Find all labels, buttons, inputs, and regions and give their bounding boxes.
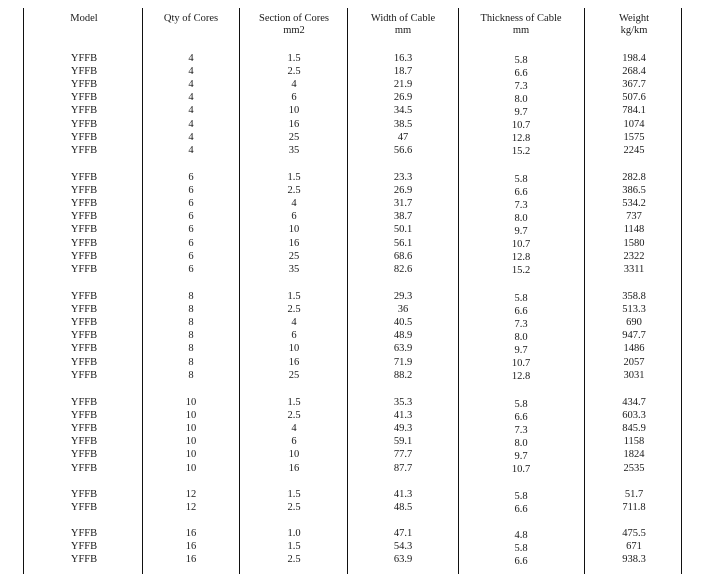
- cell-model: YFFB: [70, 489, 98, 500]
- cell-qty-of-cores: 4: [188, 131, 194, 143]
- cell-thickness-of-cable: 8.0: [514, 93, 528, 105]
- cell-model: YFFB: [70, 343, 98, 355]
- cell-thickness-of-cable: 10.7: [511, 120, 531, 131]
- cell-model: YFFB: [70, 397, 98, 408]
- cell-qty-of-cores: 8: [188, 304, 194, 316]
- cell-section-of-cores: 4: [291, 198, 297, 210]
- cell-width-of-cable: 23.3: [393, 172, 413, 183]
- cell-model: YFFB: [70, 330, 98, 342]
- cell-width-of-cable: 31.7: [393, 198, 413, 210]
- cell-weight: 475.5: [622, 528, 646, 539]
- cell-section-of-cores: 16: [288, 237, 300, 249]
- cell-model: YFFB: [70, 118, 98, 130]
- cell-model: YFFB: [70, 131, 98, 143]
- cell-model: YFFB: [70, 237, 98, 249]
- cell-thickness-of-cable: 5.8: [514, 490, 528, 502]
- cell-qty-of-cores: 4: [188, 53, 194, 64]
- cell-section-of-cores: 2.5: [287, 554, 301, 566]
- cell-qty-of-cores: 4: [188, 66, 194, 78]
- cell-thickness-of-cable: 15.2: [511, 146, 531, 158]
- cell-thickness-of-cable: 8.0: [514, 437, 528, 449]
- cell-section-of-cores: 6: [291, 211, 297, 223]
- cell-qty-of-cores: 6: [188, 172, 194, 183]
- cell-width-of-cable: 40.5: [393, 317, 413, 329]
- cell-width-of-cable: 68.6: [393, 250, 413, 262]
- cell-width-of-cable: 56.6: [393, 144, 413, 156]
- cell-model: YFFB: [70, 144, 98, 156]
- cell-width-of-cable: 41.3: [393, 410, 413, 422]
- header-weight: [588, 13, 680, 37]
- cell-thickness-of-cable: 6.6: [514, 186, 528, 198]
- cell-qty-of-cores: 8: [188, 317, 194, 329]
- cell-thickness-of-cable: 6.6: [514, 67, 528, 79]
- cell-qty-of-cores: 8: [188, 330, 194, 342]
- cell-thickness-of-cable: 10.7: [511, 464, 531, 475]
- cell-weight: 737: [626, 211, 642, 223]
- cell-qty-of-cores: 10: [185, 436, 197, 448]
- cell-width-of-cable: 26.9: [393, 92, 413, 104]
- cell-section-of-cores: 10: [288, 449, 300, 461]
- cell-weight: 784.1: [622, 105, 646, 117]
- cell-section-of-cores: 4: [291, 79, 297, 91]
- cell-thickness-of-cable: 10.7: [511, 358, 531, 369]
- header-label: Weight: [618, 13, 650, 24]
- cell-thickness-of-cable: 9.7: [514, 106, 528, 118]
- cell-section-of-cores: 10: [288, 224, 300, 236]
- cell-model: YFFB: [70, 211, 98, 223]
- cell-thickness-of-cable: 5.8: [514, 542, 528, 554]
- cell-model: YFFB: [70, 263, 98, 275]
- cell-model: YFFB: [70, 436, 98, 448]
- cell-width-of-cable: 47.1: [393, 528, 413, 539]
- cell-qty-of-cores: 10: [185, 410, 197, 422]
- header-unit: kg/km: [620, 25, 648, 36]
- cell-qty-of-cores: 4: [188, 118, 194, 130]
- cell-thickness-of-cable: 7.3: [514, 424, 528, 436]
- cell-width-of-cable: 47: [397, 131, 409, 143]
- cell-model: YFFB: [70, 423, 98, 435]
- cell-width-of-cable: 48.5: [393, 502, 413, 514]
- cell-width-of-cable: 41.3: [393, 489, 413, 500]
- cell-qty-of-cores: 8: [188, 356, 194, 368]
- cell-weight: 51.7: [624, 489, 644, 500]
- cell-width-of-cable: 63.9: [393, 343, 413, 355]
- header-thickness-of-cable: [462, 13, 580, 37]
- header-label: Width of Cable: [370, 13, 436, 24]
- cell-section-of-cores: 25: [288, 369, 300, 381]
- cell-qty-of-cores: 10: [185, 449, 197, 461]
- header-unit: mm: [512, 25, 530, 36]
- cell-model: YFFB: [70, 79, 98, 91]
- cell-thickness-of-cable: 5.8: [514, 292, 528, 304]
- cell-model: YFFB: [70, 66, 98, 78]
- cell-model: YFFB: [70, 554, 98, 566]
- cell-model: YFFB: [70, 185, 98, 197]
- cell-qty-of-cores: 6: [188, 198, 194, 210]
- cell-section-of-cores: 2.5: [287, 502, 301, 514]
- cell-model: YFFB: [70, 410, 98, 422]
- cell-section-of-cores: 1.0: [287, 528, 301, 539]
- cell-section-of-cores: 2.5: [287, 66, 301, 78]
- cell-section-of-cores: 4: [291, 317, 297, 329]
- cell-qty-of-cores: 8: [188, 291, 194, 302]
- cell-section-of-cores: 6: [291, 330, 297, 342]
- cell-section-of-cores: 1.5: [287, 397, 301, 408]
- cell-thickness-of-cable: 9.7: [514, 344, 528, 356]
- cell-section-of-cores: 16: [288, 118, 300, 130]
- cell-weight: 2057: [623, 356, 645, 368]
- cell-thickness-of-cable: 12.8: [511, 252, 531, 264]
- cell-section-of-cores: 35: [288, 263, 300, 275]
- cell-thickness-of-cable: 7.3: [514, 199, 528, 211]
- cell-thickness-of-cable: 8.0: [514, 331, 528, 343]
- cell-qty-of-cores: 16: [185, 541, 197, 553]
- cell-weight: 513.3: [622, 304, 646, 316]
- cell-qty-of-cores: 4: [188, 144, 194, 156]
- cell-weight: 1148: [623, 224, 645, 236]
- cell-weight: 603.3: [622, 410, 646, 422]
- cell-thickness-of-cable: 5.8: [514, 54, 528, 66]
- cell-qty-of-cores: 6: [188, 237, 194, 249]
- cell-thickness-of-cable: 12.8: [511, 371, 531, 383]
- cell-weight: 938.3: [622, 554, 646, 566]
- cell-width-of-cable: 71.9: [393, 356, 413, 368]
- cell-section-of-cores: 1.5: [287, 541, 301, 553]
- cell-weight: 947.7: [622, 330, 646, 342]
- cell-qty-of-cores: 6: [188, 224, 194, 236]
- column-divider: [347, 8, 348, 574]
- cell-qty-of-cores: 10: [185, 397, 197, 408]
- cell-model: YFFB: [70, 304, 98, 316]
- cell-model: YFFB: [70, 541, 98, 553]
- cell-thickness-of-cable: 12.8: [511, 133, 531, 145]
- cell-section-of-cores: 16: [288, 356, 300, 368]
- cell-weight: 671: [626, 541, 642, 553]
- cell-thickness-of-cable: 6.6: [514, 305, 528, 317]
- header-label: Model: [70, 13, 98, 24]
- cell-section-of-cores: 25: [288, 131, 300, 143]
- column-divider: [458, 8, 459, 574]
- cell-width-of-cable: 77.7: [393, 449, 413, 461]
- header-label: Thickness of Cable: [480, 13, 562, 24]
- cell-section-of-cores: 2.5: [287, 185, 301, 197]
- cell-width-of-cable: 48.9: [393, 330, 413, 342]
- cell-model: YFFB: [70, 53, 98, 64]
- cell-weight: 690: [626, 317, 642, 329]
- column-divider: [239, 8, 240, 574]
- cell-thickness-of-cable: 6.6: [514, 555, 528, 567]
- cell-section-of-cores: 6: [291, 436, 297, 448]
- cell-section-of-cores: 1.5: [287, 291, 301, 302]
- cell-width-of-cable: 21.9: [393, 79, 413, 91]
- cell-model: YFFB: [70, 369, 98, 381]
- cell-qty-of-cores: 8: [188, 369, 194, 381]
- header-label: Qty of Cores: [163, 13, 219, 24]
- cell-qty-of-cores: 10: [185, 462, 197, 474]
- cell-weight: 2535: [623, 462, 645, 474]
- cell-section-of-cores: 2.5: [287, 304, 301, 316]
- cell-width-of-cable: 87.7: [393, 462, 413, 474]
- cell-thickness-of-cable: 7.3: [514, 318, 528, 330]
- cell-model: YFFB: [70, 291, 98, 302]
- cell-width-of-cable: 63.9: [393, 554, 413, 566]
- cell-model: YFFB: [70, 250, 98, 262]
- cell-model: YFFB: [70, 528, 98, 539]
- cell-width-of-cable: 16.3: [393, 53, 413, 64]
- cell-width-of-cable: 59.1: [393, 436, 413, 448]
- cell-weight: 386.5: [622, 185, 646, 197]
- cell-thickness-of-cable: 6.6: [514, 503, 528, 515]
- cell-model: YFFB: [70, 317, 98, 329]
- column-divider: [584, 8, 585, 574]
- cell-weight: 2322: [623, 250, 645, 262]
- cell-qty-of-cores: 4: [188, 79, 194, 91]
- cell-width-of-cable: 54.3: [393, 541, 413, 553]
- cell-model: YFFB: [70, 462, 98, 474]
- cell-weight: 367.7: [622, 79, 646, 91]
- cell-model: YFFB: [70, 502, 98, 514]
- cell-section-of-cores: 10: [288, 343, 300, 355]
- cell-qty-of-cores: 6: [188, 263, 194, 275]
- cell-section-of-cores: 1.5: [287, 53, 301, 64]
- cell-width-of-cable: 49.3: [393, 423, 413, 435]
- cell-qty-of-cores: 12: [185, 502, 197, 514]
- cell-weight: 1074: [623, 118, 645, 130]
- cell-section-of-cores: 35: [288, 144, 300, 156]
- cell-model: YFFB: [70, 449, 98, 461]
- column-divider: [681, 8, 682, 574]
- cell-weight: 1158: [623, 436, 645, 448]
- cell-weight: 2245: [623, 144, 645, 156]
- header-section-of-cores: [244, 13, 344, 37]
- cell-section-of-cores: 4: [291, 423, 297, 435]
- cell-section-of-cores: 16: [288, 462, 300, 474]
- cell-weight: 3031: [623, 369, 645, 381]
- cell-model: YFFB: [70, 224, 98, 236]
- cell-qty-of-cores: 6: [188, 211, 194, 223]
- cell-section-of-cores: 25: [288, 250, 300, 262]
- cell-width-of-cable: 82.6: [393, 263, 413, 275]
- cell-width-of-cable: 36: [397, 304, 409, 316]
- cell-weight: 3311: [623, 263, 645, 275]
- cell-thickness-of-cable: 10.7: [511, 239, 531, 250]
- cell-width-of-cable: 38.7: [393, 211, 413, 223]
- cell-section-of-cores: 1.5: [287, 172, 301, 183]
- cell-weight: 711.8: [622, 502, 646, 514]
- cell-thickness-of-cable: 8.0: [514, 212, 528, 224]
- cell-qty-of-cores: 12: [185, 489, 197, 500]
- cell-thickness-of-cable: 7.3: [514, 80, 528, 92]
- cell-weight: 268.4: [622, 66, 646, 78]
- cell-qty-of-cores: 8: [188, 343, 194, 355]
- cell-width-of-cable: 18.7: [393, 66, 413, 78]
- cell-qty-of-cores: 10: [185, 423, 197, 435]
- cell-thickness-of-cable: 15.2: [511, 265, 531, 277]
- cell-qty-of-cores: 6: [188, 250, 194, 262]
- cell-width-of-cable: 38.5: [393, 118, 413, 130]
- cell-qty-of-cores: 16: [185, 528, 197, 539]
- header-qty-of-cores: [145, 13, 237, 25]
- cell-qty-of-cores: 4: [188, 105, 194, 117]
- header-width-of-cable: [351, 13, 455, 37]
- cell-section-of-cores: 2.5: [287, 410, 301, 422]
- cell-weight: 1486: [623, 343, 645, 355]
- cell-thickness-of-cable: 9.7: [514, 450, 528, 462]
- cell-thickness-of-cable: 9.7: [514, 225, 528, 237]
- cell-model: YFFB: [70, 356, 98, 368]
- cell-width-of-cable: 29.3: [393, 291, 413, 302]
- cell-weight: 534.2: [622, 198, 646, 210]
- cell-model: YFFB: [70, 172, 98, 183]
- header-label: Section of Cores: [259, 13, 329, 24]
- cell-weight: 1575: [623, 131, 645, 143]
- cell-thickness-of-cable: 6.6: [514, 411, 528, 423]
- column-divider: [23, 8, 24, 574]
- cell-thickness-of-cable: 4.8: [514, 529, 528, 541]
- header-unit: mm2: [283, 25, 305, 36]
- cell-width-of-cable: 88.2: [393, 369, 413, 381]
- cell-weight: 434.7: [622, 397, 646, 408]
- cell-weight: 198.4: [622, 53, 646, 64]
- column-divider: [142, 8, 143, 574]
- cell-section-of-cores: 10: [288, 105, 300, 117]
- cell-width-of-cable: 34.5: [393, 105, 413, 117]
- cell-weight: 845.9: [622, 423, 646, 435]
- cell-width-of-cable: 50.1: [393, 224, 413, 236]
- header-model: [29, 13, 139, 25]
- cell-thickness-of-cable: 5.8: [514, 398, 528, 410]
- cell-qty-of-cores: 16: [185, 554, 197, 566]
- cell-model: YFFB: [70, 105, 98, 117]
- cell-section-of-cores: 6: [291, 92, 297, 104]
- cell-width-of-cable: 35.3: [393, 397, 413, 408]
- cell-qty-of-cores: 6: [188, 185, 194, 197]
- cell-section-of-cores: 1.5: [287, 489, 301, 500]
- cell-weight: 507.6: [622, 92, 646, 104]
- cell-weight: 282.8: [622, 172, 646, 183]
- cell-qty-of-cores: 4: [188, 92, 194, 104]
- cell-weight: 1580: [623, 237, 645, 249]
- cell-weight: 1824: [623, 449, 645, 461]
- header-unit: mm: [394, 25, 412, 36]
- cell-width-of-cable: 26.9: [393, 185, 413, 197]
- cell-model: YFFB: [70, 198, 98, 210]
- cell-thickness-of-cable: 5.8: [514, 173, 528, 185]
- cell-width-of-cable: 56.1: [393, 237, 413, 249]
- cell-weight: 358.8: [622, 291, 646, 302]
- cell-model: YFFB: [70, 92, 98, 104]
